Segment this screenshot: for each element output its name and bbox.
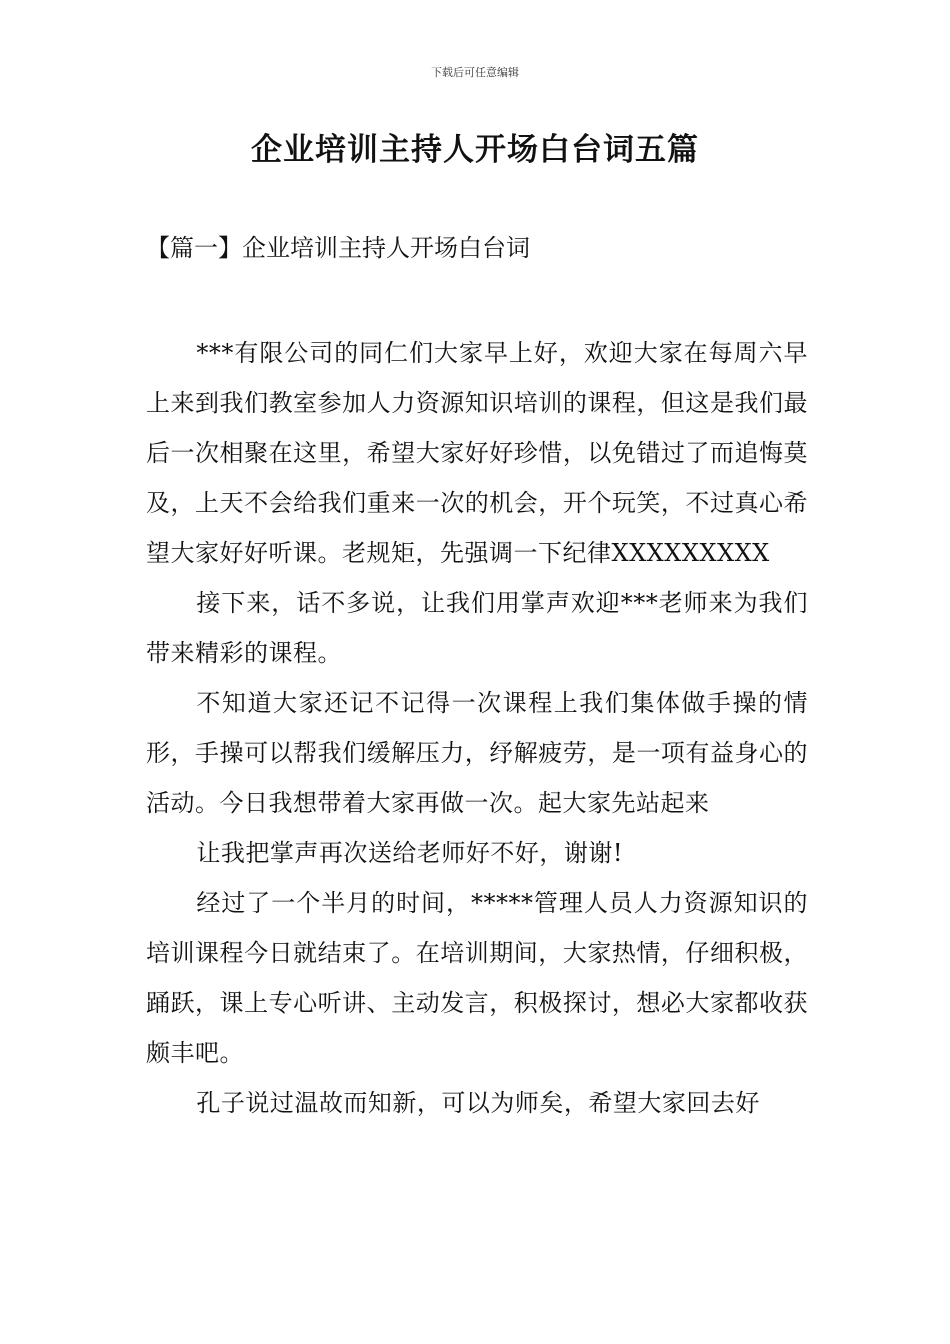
section-heading: 【篇一】企业培训主持人开场白台词 [146, 234, 530, 262]
paragraph: 不知道大家还记不记得一次课程上我们集体做手操的情形，手操可以帮我们缓解压力，纾解疲劳，是一项有益身心的活动。今日我想带着大家再做一次。起大家先站起来 [146, 689, 808, 817]
paragraph: ***有限公司的同仁们大家早上好，欢迎大家在每周六早上来到我们教室参加人力资源知识培训的课程，但这是我们最后一次相聚在这里，希望大家好好珍惜，以免错过了而追悔莫及，上天不会给我们重来一次的机会，开个玩笑，不过真心希望大家好好听课。老规矩，先强调一下纪律XXXXXXXXX [146, 339, 808, 567]
document-title: 企业培训主持人开场白台词五篇 [251, 132, 699, 168]
body-text [146, 328, 808, 1128]
paragraph: 孔子说过温故而知新，可以为师矣，希望大家回去好 [196, 1089, 760, 1117]
paragraph: 接下来，话不多说，让我们用掌声欢迎***老师来为我们带来精彩的课程。 [146, 589, 808, 667]
paragraph: 让我把掌声再次送给老师好不好，谢谢! [196, 839, 624, 867]
paragraph: 经过了一个半月的时间，*****管理人员人力资源知识的培训课程今日就结束了。在培训期间，大家热情，仔细积极，踊跃，课上专心听讲、主动发言，积极探讨，想必大家都收获颇丰吧。 [146, 889, 808, 1067]
header-note: 下载后可任意编辑 [431, 66, 519, 79]
